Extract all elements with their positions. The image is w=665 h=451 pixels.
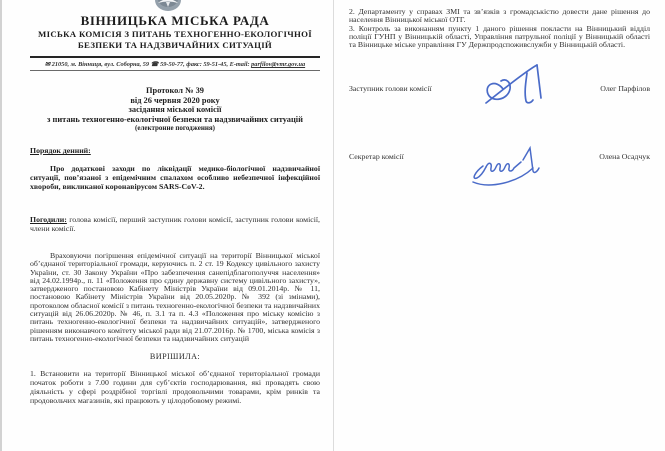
- header-rule-thin: [30, 70, 320, 71]
- signature-row-secretary: [349, 152, 650, 161]
- header-rule-thick: [30, 56, 320, 58]
- handwritten-signature-osadchuk: [467, 138, 571, 188]
- doc-title-line-3: засідання міської комісії: [128, 105, 222, 115]
- doc-title-line-1: Протокол № 39: [146, 86, 204, 95]
- signature-name: Олена Осадчук: [599, 152, 650, 161]
- doc-title-line-2: від 26 червня 2020 року: [130, 95, 220, 105]
- signature-name: Олег Парфілов: [600, 84, 650, 93]
- address-phone: 59-50-77, факс: 59-51-45, E-mail:: [158, 61, 252, 68]
- decision-item-3: 3. Контроль за виконанням пункту 1 даного рішення покласти на Вінницький відділ поліції ГУНП у Вінницькій області, Управління патрульної поліції у Вінницькій області та Вінницьке міське управління ГУ Держпродспоживслужби у Вінницькій області.: [349, 23, 650, 50]
- approved-paragraph: [30, 215, 320, 233]
- agenda-paragraph: Про додаткові заходи по ліквідації медико-біологічної надзвичайної ситуації, пов’язаної з епідемічним спалахом особливо небезпечної інфекційної хвороби, викликаної коронавірусом SARS-CoV-2.: [30, 163, 320, 191]
- preamble-paragraph: Враховуючи погіршення епідемічної ситуації на території Вінницької міської об’єднаної територіальної громади, керуючись п. 2 ст. 19 Кодексу цивільного захисту України, ст. 30 Закону України «Про забезпечення санепідблагополуччя населення» від 24.02.1994р., п. 11 «Положення про єдину державну систему цивільного захисту», затвердженого постановою Кабінету Міністрів України від 09.01.2014р. № 11, постановою Кабінету Міністрів України від 20.05.2020р. № 392 (зі змінами), протоколом обласної комісії з питань техногенно-екологічної безпеки та надзвичайних ситуацій від 26.06.2020р. № 46, п. 3.1 та п. 4.3 «Положення про міську комісію з питань техногенно-екологічної безпеки та надзвичайних ситуацій», затвердженого рішенням виконавчого комітету міської ради від 21.07.2016р. № 1700, міська комісія з питань техногенно-екологічної безпеки та надзвичайних ситуацій: [30, 250, 320, 343]
- handwritten-signature-parfilov: [477, 62, 561, 108]
- city-emblem-icon: [153, 0, 183, 17]
- approved-text: голова комісії, перший заступник голови комісії, заступник голови комісії, члени комісії.: [30, 214, 320, 233]
- signature-role: Секретар комісії: [349, 152, 404, 161]
- document-title-block: [30, 86, 320, 134]
- letterhead-address: [30, 61, 320, 68]
- organization-subtitle-1: МІСЬКА КОМІСІЯ З ПИТАНЬ ТЕХНОГЕННО-ЕКОЛОГІЧНОЇ: [38, 29, 312, 39]
- decision-item-2: 2. Департаменту у справах ЗМІ та зв’язків з громадськістю довести дане рішення до населення Вінницької міської ОТГ.: [349, 7, 650, 25]
- organization-name: ВІННИЦЬКА МІСЬКА РАДА: [80, 13, 270, 28]
- doc-title-line-5: (електронне погодження): [135, 124, 215, 133]
- agenda-heading: Порядок денний:: [30, 145, 91, 155]
- email-link: parfilov@vmr.gov.ua: [251, 61, 306, 68]
- address-text: 21050, м. Вінниця, вул. Соборна, 59: [50, 61, 151, 68]
- doc-title-line-4: з питань техногенно-екологічної безпеки та надзвичайних ситуацій: [47, 114, 303, 124]
- phone-icon: ☎: [150, 61, 159, 68]
- approved-label: Погодили:: [30, 214, 67, 224]
- document-page-2: [333, 0, 665, 451]
- signature-row-deputy-head: [349, 84, 650, 93]
- organization-subtitle-2: БЕЗПЕКИ ТА НАДЗВИЧАЙНИХ СИТУАЦІЙ: [77, 40, 273, 50]
- decision-item-1: 1. Встановити на території Вінницької міської об’єднаної територіальної громади початок роботи з 7.00 години для суб’єктів господарювання, які провадять свою діяльність у сфері роздрібної торгівлі продовольчими товарами, крім ринків та продовольчих магазинів, які працюють у цілодобовому режимі.: [30, 369, 320, 405]
- envelope-icon: ✉: [44, 61, 51, 68]
- decision-heading: ВИРІШИЛА:: [149, 352, 201, 362]
- signature-role: Заступник голови комісії: [349, 84, 432, 93]
